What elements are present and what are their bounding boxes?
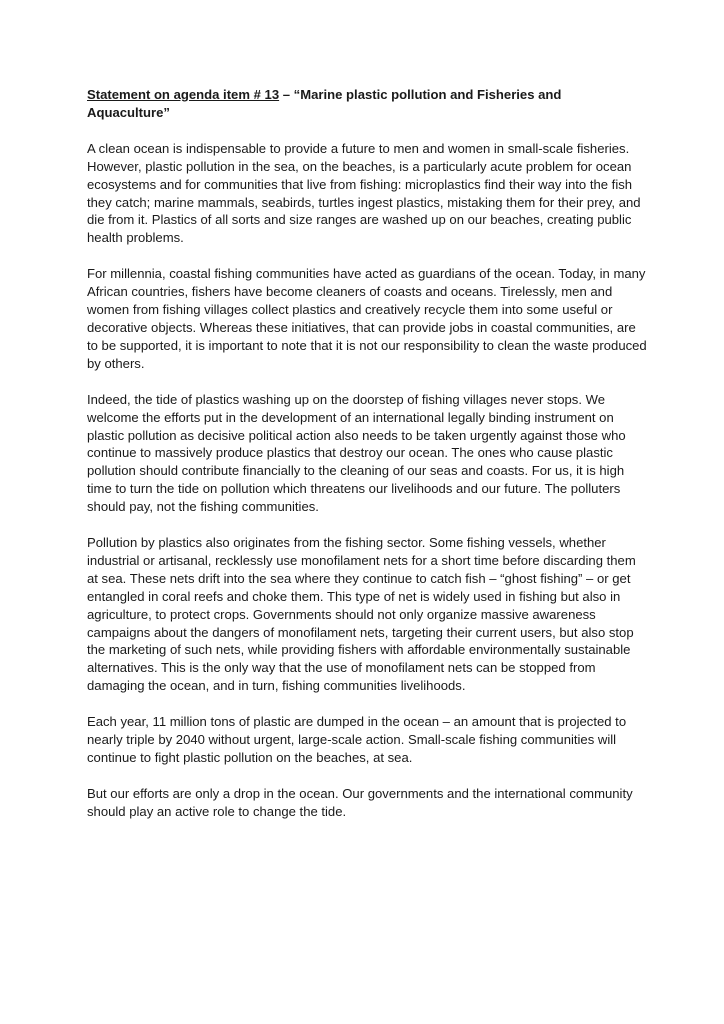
statement-title-agenda-item: Statement on agenda item # 13 [87,87,280,102]
paragraph-fishing-sector: Pollution by plastics also originates from the fishing sector. Some fishing vessels, whether industrial or artisanal, recklessly use monofilament nets for a short time before discarding them at sea. These nets drift into the sea where they continue to catch fish – “ghost fishing” – or get entangled in coral reefs and choke them. This type of net is widely used in fishing but also in agriculture, to protect crops. Governments should not only organize massive awareness campaigns about the dangers of monofilament nets, targeting their current users, but also stop the marketing of such nets, while providing fishers with affordable environmentally sustainable alternatives. This is the only way that the use of monofilament nets can be stopped from damaging the ocean, and in turn, fishing communities livelihoods. [87,535,636,694]
paragraph-drop-in-ocean: But our efforts are only a drop in the ocean. Our governments and the international community should play an active role to change the tide. [87,785,633,819]
statement-title [87,86,647,122]
paragraph-guardians: For millennia, coastal fishing communities have acted as guardians of the ocean. Today, in many African countries, fishers have become cleaners of coasts and oceans. Tirelessly, men and women from fishing villages collect plastics and creatively recycle them into some useful or decorative objects. Whereas these initiatives, that can provide jobs in coastal communities, are to be supported, it is important to note that it is not our responsibility to clean the waste produced by others. [87,266,647,371]
statement-title-topic: – “Marine plastic pollution and Fisheries and Aquaculture” [87,87,562,120]
paragraph-each-year: Each year, 11 million tons of plastic are dumped in the ocean – an amount that is projected to nearly triple by 2040 without urgent, large-scale action. Small-scale fishing communities will continue to fight plastic pollution on the beaches, at sea. [87,714,627,765]
paragraph-clean-ocean: A clean ocean is indispensable to provide a future to men and women in small-scale fisheries. However, plastic pollution in the sea, on the beaches, is a particularly acute problem for ocean ecosystems and for communities that live from fishing: microplastics find their way into the fish they catch; marine mammals, seabirds, turtles ingest plastics, mistaking them for their prey, and die from it. Plastics of all sorts and size ranges are washed up on our beaches, creating public health problems. [87,140,641,246]
document-body [87,86,647,839]
paragraph-tide-of-plastics: Indeed, the tide of plastics washing up on the doorstep of fishing villages never stops. We welcome the efforts put in the development of an international legally binding instrument on plastic pollution as decisive political action also needs to be taken urgently against those who continue to massively produce plastics that destroy our ocean. The ones who cause plastic pollution should contribute financially to the cleaning of our seas and coasts. For us, it is high time to turn the tide on pollution which threatens our livelihoods and our future. The polluters should pay, not the fishing communities. [87,391,626,515]
